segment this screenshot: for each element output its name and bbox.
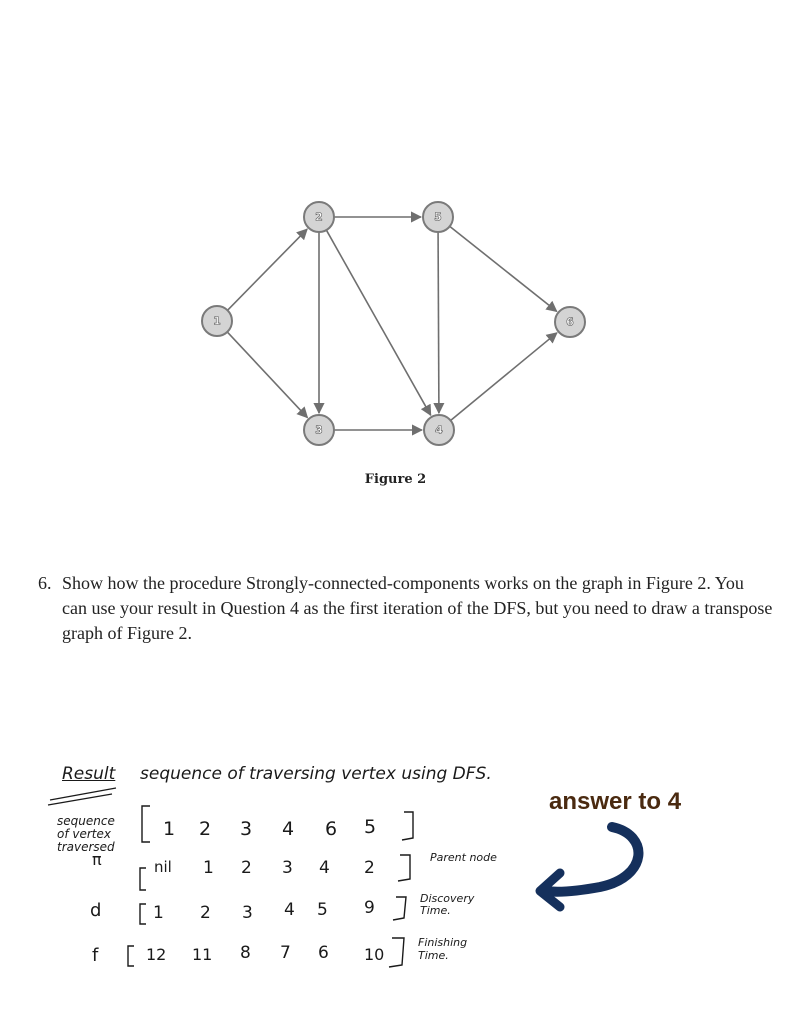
bracket-close [402,812,413,840]
node-label: 2 [315,210,323,224]
seq-value: 3 [240,818,253,840]
pi-value: nil [154,858,172,876]
note-discovery-time: Discovery Time. [420,892,475,917]
bracket-open [140,868,146,890]
bracket-close [398,855,410,881]
node-label: 6 [566,315,574,329]
d-value: 4 [284,900,295,920]
row-label-d: d [90,900,102,921]
bracket-open [142,806,150,842]
seq-value: 6 [325,818,338,840]
pi-value: 3 [282,858,293,878]
edge-5-6 [450,226,557,311]
graph-figure-2 [185,170,625,470]
f-value: 6 [318,943,329,963]
node-label: 5 [434,210,442,224]
d-value: 5 [317,900,328,920]
node-label: 4 [435,423,443,437]
note-finishing-time: Finishing Time. [418,936,468,962]
edge-2-4 [326,230,430,415]
f-value: 12 [146,945,167,964]
d-value: 3 [242,903,253,923]
seq-value: 2 [199,818,212,840]
graph-edges [227,217,557,430]
f-value: 10 [364,945,385,964]
graph-nodes [202,202,585,445]
bracket-close [389,938,404,967]
node-1 [202,306,232,336]
pi-value: 2 [364,858,375,878]
figure-caption: Figure 2 [364,472,427,487]
d-value: 9 [364,898,375,918]
answer-annotation-label: answer to 4 [549,788,682,815]
row-label-pi: π [92,850,102,869]
pi-value: 4 [319,858,330,878]
bracket-close [393,897,406,920]
node-3 [304,415,334,445]
edge-1-2 [228,229,308,310]
f-value: 11 [192,945,213,964]
result-underline [48,788,116,805]
node-4 [424,415,454,445]
d-value: 1 [153,903,164,923]
node-5 [423,202,453,232]
seq-value: 1 [163,818,176,840]
pi-value: 2 [241,858,252,878]
node-6 [555,307,585,337]
edge-5-4 [438,232,439,413]
seq-value: 4 [282,818,295,840]
d-value: 2 [200,903,211,923]
pi-value: 1 [203,858,214,878]
node-2 [304,202,334,232]
note-parent-node: Parent node [430,851,497,864]
bracket-open [128,946,134,966]
handwritten-heading: sequence of traversing vertex using DFS. [140,764,492,784]
result-label: Result [62,764,116,784]
f-value: 8 [240,943,251,963]
node-label: 3 [315,423,323,437]
f-value: 7 [280,943,291,963]
question-6 [38,571,773,646]
bracket-open [140,904,146,924]
question-number: 6. [38,573,52,593]
node-label: 1 [213,314,221,328]
row-label-sequence: sequence of vertex traversed [57,814,115,854]
question-text: Show how the procedure Strongly-connected-components works on the graph in Figure 2. You can use your result in Question 4 as the first iteration of the DFS, but you need to draw a transpose graph of Figure 2. [62,573,773,643]
edge-1-3 [227,332,307,418]
row-label-f: f [92,945,99,966]
curved-arrow-icon [530,815,660,925]
seq-value: 5 [364,816,377,838]
edge-4-6 [451,333,557,421]
